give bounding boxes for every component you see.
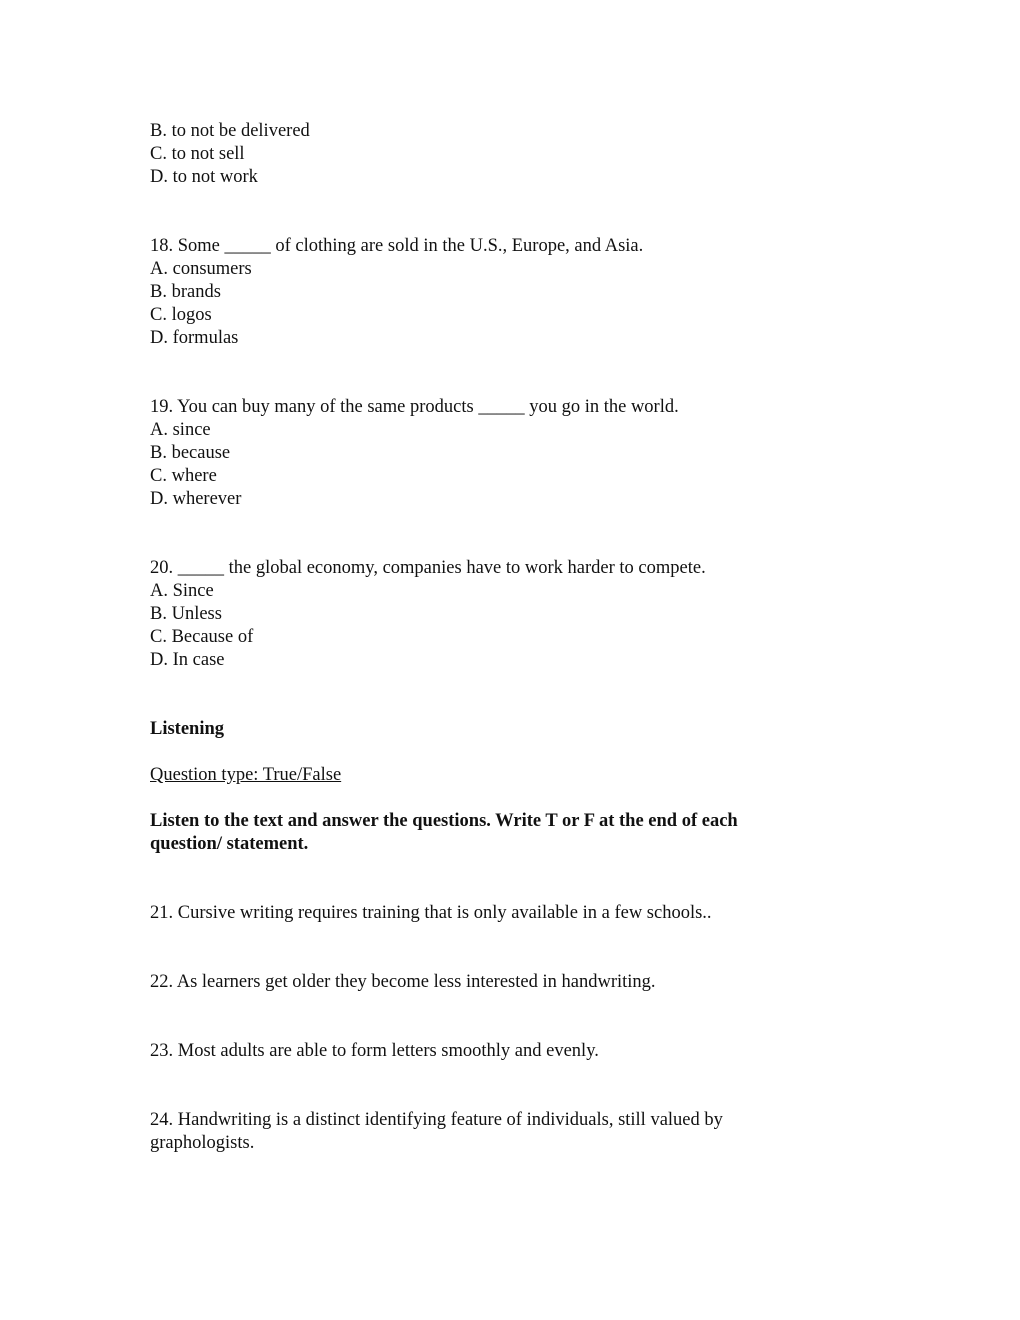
document-page: [150, 0, 850, 1320]
q17-option-b: B. to not be delivered: [150, 121, 310, 141]
q19-option-b: B. because: [150, 443, 231, 463]
q18-option-d: D. formulas: [150, 328, 239, 348]
q20-option-b: B. Unless: [150, 604, 222, 624]
q17-option-d: D. to not work: [150, 167, 258, 187]
q20-question: 20. _____ the global economy, companies have to work harder to compete.: [150, 558, 706, 578]
q19-option-d: D. wherever: [150, 489, 242, 509]
statement-24: 24. Handwriting is a distinct identifying feature of individuals, still valued by graphologists.: [150, 1110, 723, 1153]
q20-option-a: A. Since: [150, 581, 214, 601]
q18-option-a: A. consumers: [150, 259, 252, 279]
q18-option-c: C. logos: [150, 305, 212, 325]
q18-option-b: B. brands: [150, 282, 221, 302]
statement-21: 21. Cursive writing requires training that is only available in a few schools..: [150, 903, 712, 923]
q17-option-c: C. to not sell: [150, 144, 245, 164]
q20-option-c: C. Because of: [150, 627, 254, 647]
q19-option-c: C. where: [150, 466, 217, 486]
q18-question: 18. Some _____ of clothing are sold in the U.S., Europe, and Asia.: [150, 236, 644, 256]
statement-23: 23. Most adults are able to form letters smoothly and evenly.: [150, 1041, 599, 1061]
q20-option-d: D. In case: [150, 650, 225, 670]
listening-instructions: Listen to the text and answer the questions. Write T or F at the end of each question/ statement.: [150, 811, 738, 854]
statement-22: 22. As learners get older they become less interested in handwriting.: [150, 972, 656, 992]
q19-option-a: A. since: [150, 420, 211, 440]
q19-question: 19. You can buy many of the same products _____ you go in the world.: [150, 397, 679, 417]
listening-heading: Listening: [150, 719, 225, 739]
question-type-label: Question type: True/False: [150, 765, 342, 785]
